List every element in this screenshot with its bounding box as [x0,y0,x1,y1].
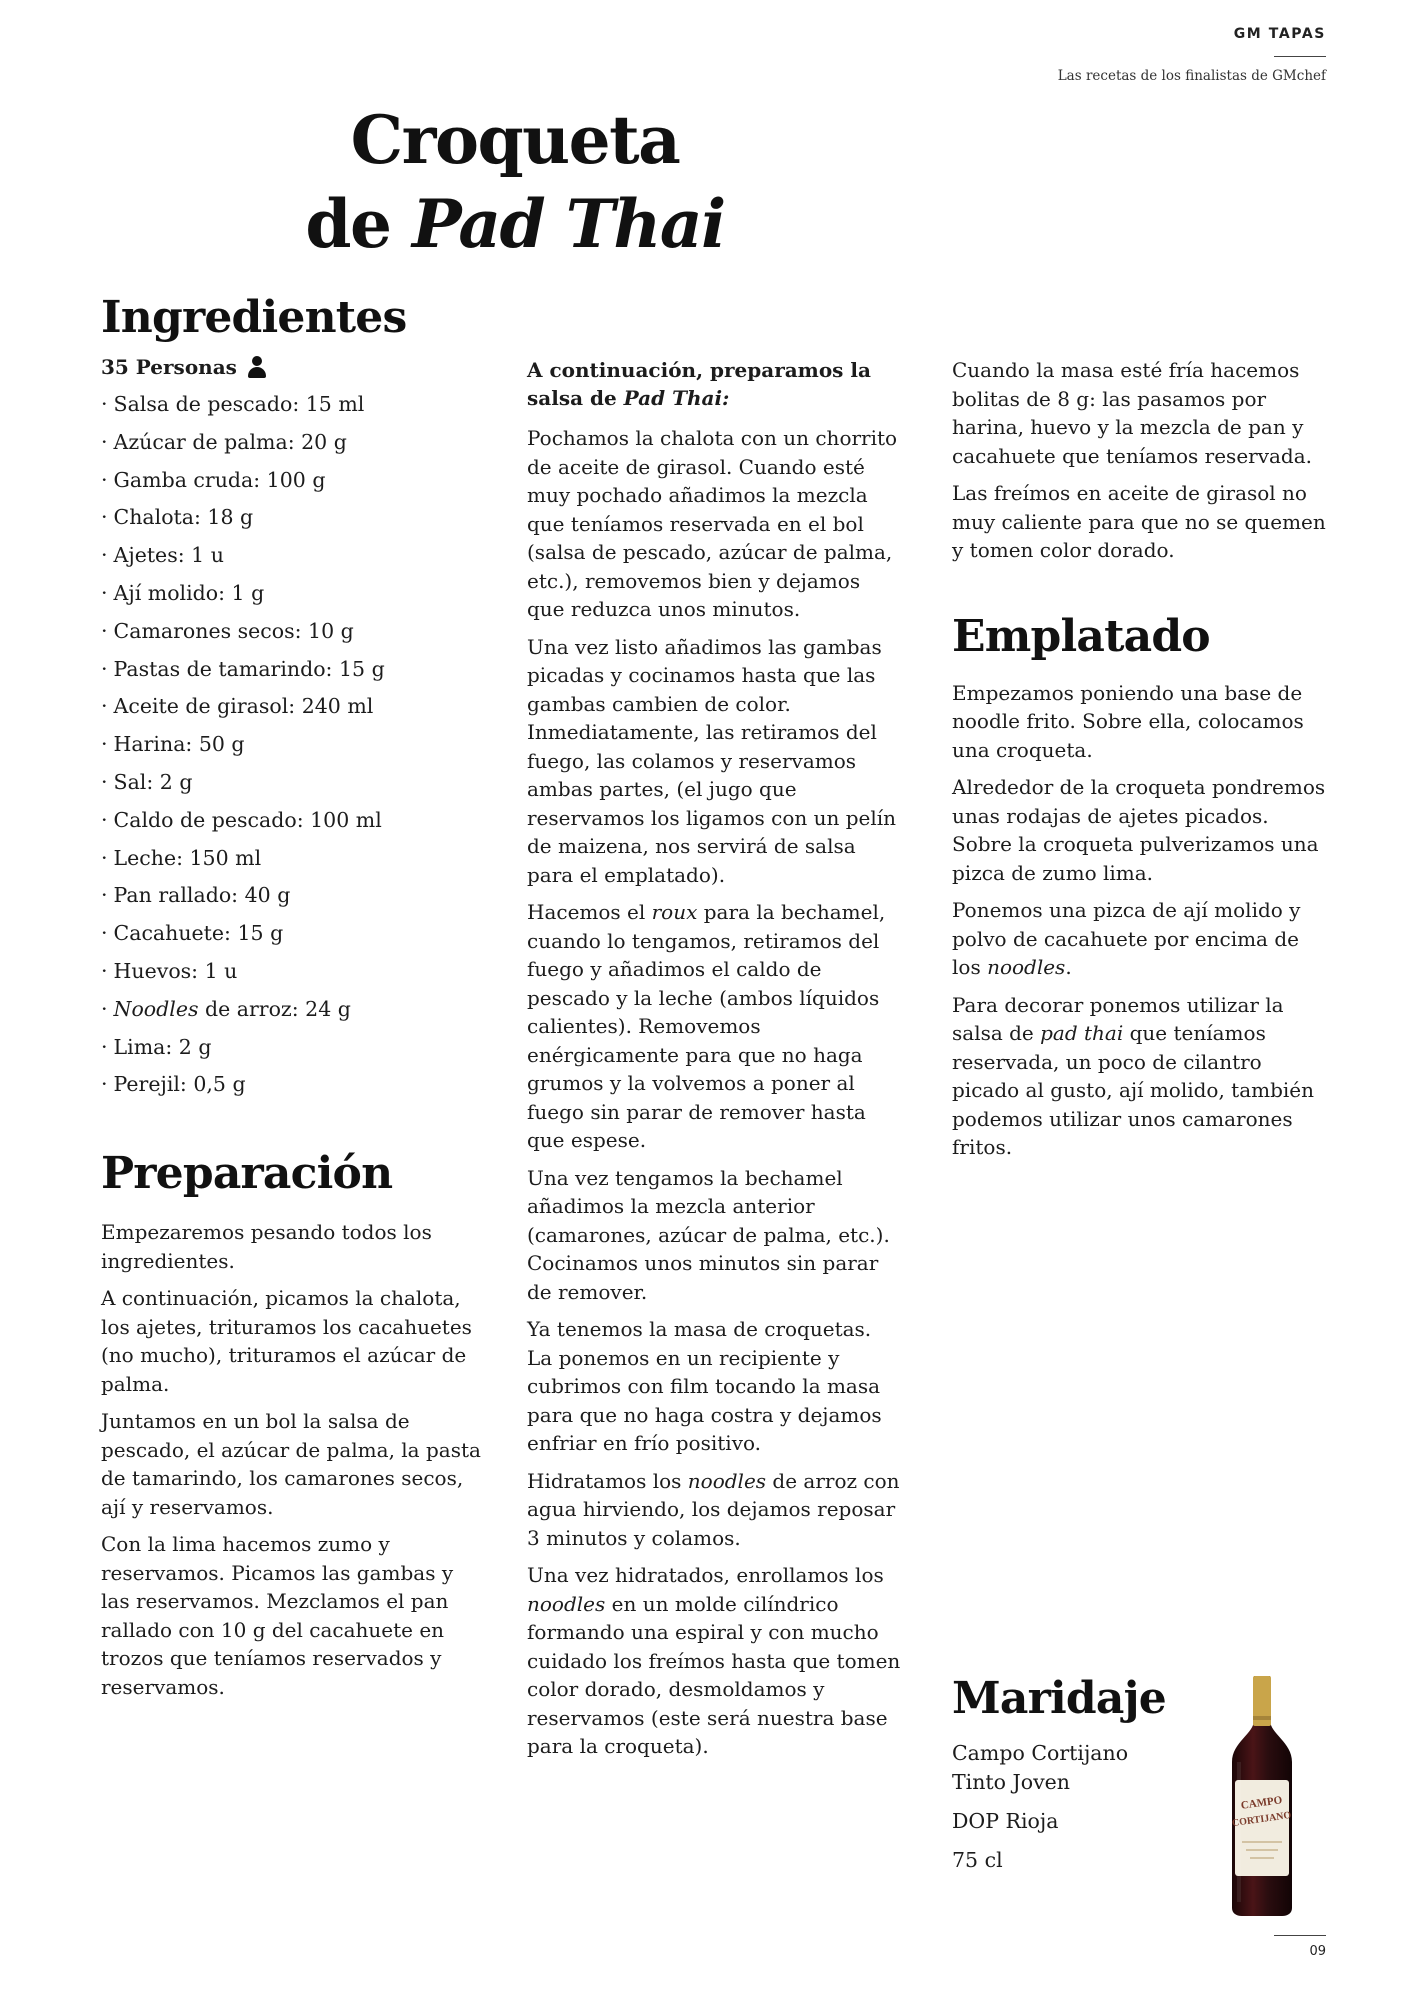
emplatado-paragraph [952,991,1330,1162]
salsa-paragraph [527,424,902,624]
salsa-paragraph-text: Una vez tengamos la bechamel añadimos la mezcla anterior (camarones, azúcar de palma, etc.). Cocinamos unos minutos sin parar de remover. [527,1165,890,1304]
ingredient-item: · Pan rallado: 40 g [101,883,291,908]
ingredient-text: Leche: 150 ml [113,845,262,870]
emplatado-heading: Emplatado [952,610,1210,662]
ingredient-item: · Sal: 2 g [101,769,193,794]
salsa-paragraph-italic: roux [651,900,698,924]
preparacion-heading: Preparación [101,1148,393,1200]
preparacion-paragraph-text: A continuación, picamos la chalota, los ajetes, trituramos los cacahuetes (no mucho), trituramos el azúcar de palma. [101,1286,472,1396]
ingredient-text: Caldo de pescado: 100 ml [113,807,382,832]
column-right [952,358,1330,1171]
ingredient-text: Huevos: 1 u [113,958,238,983]
preparacion-paragraph-text: Juntamos en un bol la salsa de pescado, el azúcar de palma, la pasta de tamarindo, los camarones secos, ají y reservamos. [101,1409,481,1519]
column-left [101,292,481,1710]
ingredient-item: · Aceite de girasol: 240 ml [101,694,374,719]
bottle-label-line1: CAMPO [1240,1794,1283,1812]
emplatado-paragraph-italic: noodles [987,955,1066,979]
emplatado-paragraph [952,896,1330,982]
preparacion-body [101,1218,481,1701]
salsa-paragraph [527,633,902,890]
ingredient-item: · Chalota: 18 g [101,505,254,530]
preparacion-paragraph-text: Empezaremos pesando todos los ingredientes. [101,1220,432,1273]
salsa-paragraph-italic: noodles [527,1591,606,1616]
salsa-paragraph-text-end: para la bechamel, cuando lo tengamos, retiramos del fuego y añadimos el caldo de pescado y la leche (ambos líquidos calientes). Removemos enérgicamente para que no haga grumos y la volvemos a poner al fuego sin parar de remover hasta que espese. [527,900,886,1152]
ingredient-italic: Noodles [113,996,199,1021]
wine-type: Tinto Joven [952,1770,1071,1794]
ingredient-text: Salsa de pescado: 15 ml [113,392,365,416]
ingredient-text: Pan rallado: 40 g [113,883,291,908]
emplatado-paragraph-text: Ponemos una pizca de ají molido y polvo de cacahuete por encima de los [952,898,1301,979]
ingredient-item: · Azúcar de palma: 20 g [101,429,347,454]
servings-label: 35 Personas [101,355,237,379]
ingredient-item: · Pastas de tamarindo: 15 g [101,656,385,681]
salsa-body [527,424,902,1761]
emplatado-paragraph-text: Alrededor de la croqueta pondremos unas rodajas de ajetes picados. Sobre la croqueta pulverizamos una pizca de zumo lima. [952,775,1326,885]
frying-paragraph-text: Cuando la masa esté fría hacemos bolitas de 8 g: las pasamos por harina, huevo y la mezcla de pan y cacahuete que teníamos reservada. [952,358,1313,468]
salsa-paragraph-italic: noodles [687,1468,767,1493]
ingredient-text: Azúcar de palma: 20 g [113,429,347,454]
wine-volume: 75 cl [952,1848,1003,1872]
emplatado-paragraph-text-end: . [1065,955,1072,979]
preparacion-paragraph [101,1530,481,1701]
frying-paragraph [952,479,1330,565]
ingredient-item: · Perejil: 0,5 g [101,1072,246,1097]
ingredient-text: Chalota: 18 g [113,505,254,530]
preparacion-paragraph [101,1284,481,1398]
frying-paragraph [952,356,1330,470]
preparacion-paragraph [101,1218,481,1275]
ingredient-item: · Lima: 2 g [101,1034,212,1059]
ingredient-item: · Salsa de pescado: 15 ml [101,392,365,416]
ingredient-item: · Cacahuete: 15 g [101,921,284,946]
header-rule [1274,56,1326,57]
ingredient-item: · Harina: 50 g [101,732,245,757]
frying-body [952,356,1330,565]
salsa-paragraph-text-end: de arroz con agua hirviendo, los dejamos reposar 3 minutos y colamos. [527,1468,900,1550]
ingredient-text: Camarones secos: 10 g [113,618,354,643]
emplatado-paragraph-text: Para decorar ponemos utilizar la salsa de [952,992,1284,1045]
maridaje-heading: Maridaje [952,1673,1166,1724]
salsa-lead-text: A continuación, preparamos la salsa de [527,358,871,410]
ingredients-list [101,386,481,1104]
footer-rule [1274,1935,1326,1936]
salsa-paragraph-text: Pochamos la chalota con un chorrito de aceite de girasol. Cuando esté muy pochado añadimos la mezcla que teníamos reservada en el bol (salsa de pescado, azúcar de palma, etc.), removemos bien y dejamos que reduzca unos minutos. [527,426,898,621]
ingredient-item: · Camarones secos: 10 g [101,618,354,643]
frying-paragraph-text: Las freímos en aceite de girasol no muy caliente para que no se quemen y tomen color dorado. [952,481,1326,562]
emplatado-body [952,679,1330,1162]
ingredient-text: de arroz: 24 g [198,996,351,1021]
salsa-paragraph [527,1467,902,1553]
servings [101,352,481,382]
ingredient-text: Lima: 2 g [113,1034,212,1059]
ingredient-text: Perejil: 0,5 g [113,1072,246,1097]
ingredient-text: Pastas de tamarindo: 15 g [113,656,385,681]
bottle-label-line2: CORTIJANO [1231,1809,1292,1830]
ingredient-item: · Ají molido: 1 g [101,580,265,605]
salsa-paragraph-text: Una vez listo añadimos las gambas picadas y cocinamos hasta que las gambas cambien de color. Inmediatamente, las retiramos del fuego, las colamos y reservamos ambas partes, (el jugo que reservamos los ligamos con un pelín de maizena, nos servirá de salsa para el emplatado). [527,634,897,887]
salsa-paragraph-text: Ya tenemos la masa de croquetas. La ponemos en un recipiente y cubrimos con film tocando la masa para que no haga costra y dejamos enfriar en frío positivo. [527,1317,882,1455]
recipe-title [250,98,780,266]
ingredient-text: Aceite de girasol: 240 ml [113,694,374,719]
ingredient-text: Ajetes: 1 u [113,543,224,568]
ingredient-item: · Huevos: 1 u [101,958,238,983]
emplatado-paragraph-italic: pad thai [1040,1021,1124,1045]
ingredient-item: · Noodles de arroz: 24 g [101,996,351,1021]
ingredient-text: Ají molido: 1 g [113,580,265,605]
ingredient-text: Gamba cruda: 100 g [113,467,326,492]
wine-origin: DOP Rioja [952,1809,1059,1833]
salsa-paragraph [527,1315,902,1458]
salsa-paragraph [527,1561,902,1761]
emplatado-paragraph-text: Empezamos poniendo una base de noodle frito. Sobre ella, colocamos una croqueta. [952,680,1304,762]
salsa-lead-italic: Pad Thai: [623,386,730,410]
preparacion-paragraph [101,1407,481,1521]
title-line2-prefix: de [305,185,412,263]
person-icon [247,355,267,379]
salsa-paragraph [527,898,902,1155]
preparacion-paragraph-text: Con la lima hacemos zumo y reservamos. Picamos las gambas y las reservamos. Mezclamos el pan rallado con 10 g del cacahuete en trozos que teníamos reservados y reservamos. [101,1532,454,1699]
section-subtitle: Las recetas de los finalistas de GMchef [1057,68,1326,84]
salsa-paragraph-text: Hacemos el [527,900,652,924]
ingredient-item: · Gamba cruda: 100 g [101,467,326,492]
wine-bottle-image [1224,1676,1300,1916]
ingredient-text: Cacahuete: 15 g [113,921,284,946]
wine-name: Campo Cortijano [952,1741,1129,1765]
salsa-paragraph-text: Hidratamos los [527,1468,688,1493]
ingredient-text: Sal: 2 g [113,769,193,794]
ingredient-text: Harina: 50 g [113,732,245,757]
salsa-paragraph [527,1164,902,1307]
ingredients-heading: Ingredientes [101,292,407,343]
column-middle [527,358,902,1770]
maridaje-block [952,1673,1182,1875]
title-line2-italic: Pad Thai [411,185,725,263]
emplatado-paragraph [952,679,1330,765]
emplatado-paragraph [952,773,1330,887]
emplatado-paragraph-text-end: que teníamos reservada, un poco de cilantro picado al gusto, ají molido, también podemos utilizar unos camarones fritos. [952,1021,1315,1159]
salsa-paragraph-text-end: en un molde cilíndrico formando una espiral y con mucho cuidado los freímos hasta que tomen color dorado, desmoldamos y reservamos (este será nuestra base para la croqueta). [527,1591,901,1758]
salsa-paragraph-text: Una vez hidratados, enrollamos los [527,1563,884,1587]
ingredient-item: · Ajetes: 1 u [101,543,224,568]
ingredient-item: · Caldo de pescado: 100 ml [101,807,382,832]
salsa-lead [527,356,902,412]
title-line1: Croqueta [350,101,680,179]
section-label: GM TAPAS [1233,26,1326,42]
page-number: 09 [1309,1944,1326,1959]
ingredient-item: · Leche: 150 ml [101,845,262,870]
